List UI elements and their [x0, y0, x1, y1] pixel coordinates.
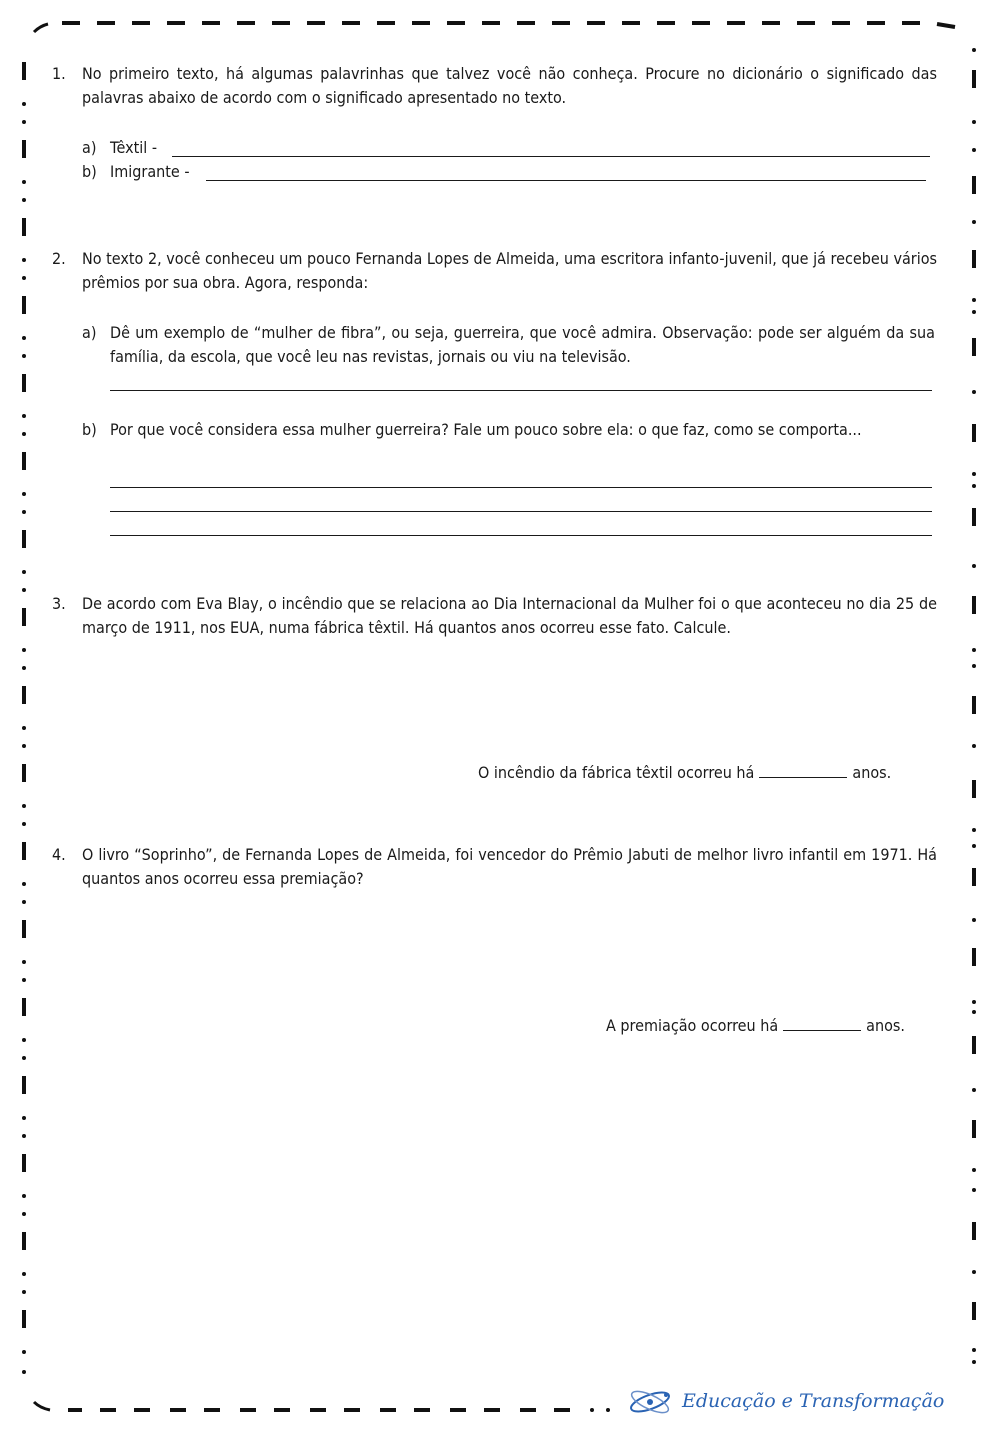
- item-label: Têxtil -: [110, 138, 158, 157]
- item-1a: [82, 137, 157, 159]
- question-3: [52, 592, 937, 640]
- answer-prefix: O incêndio da fábrica têxtil ocorreu há: [478, 763, 755, 782]
- answer-suffix: anos.: [866, 1016, 905, 1035]
- answer-blank[interactable]: [759, 761, 847, 778]
- question-number: 3.: [52, 594, 66, 613]
- question-text: O livro “Soprinho”, de Fernanda Lopes de Almeida, foi vencedor do Prêmio Jabuti de melhor livro infantil em 1971. Há quantos anos ocorreu essa premiação?: [82, 845, 937, 888]
- item-1b: [82, 161, 190, 183]
- item-2a: [82, 321, 935, 369]
- question-4: [52, 843, 937, 891]
- question-text: De acordo com Eva Blay, o incêndio que se relaciona ao Dia Internacional da Mulher foi o que aconteceu no dia 25 de março de 1911, nos EUA, numa fábrica têxtil. Há quantos anos ocorreu esse fato. Calcule.: [82, 594, 937, 637]
- answer-sentence-4: [606, 1014, 905, 1037]
- atom-orbit-icon: [626, 1384, 674, 1420]
- question-1: [52, 62, 937, 110]
- question-2: [52, 247, 937, 295]
- answer-line[interactable]: [206, 180, 926, 181]
- answer-sentence-3: [478, 761, 891, 784]
- question-text: No primeiro texto, há algumas palavrinhas que talvez você não conheça. Procure no dicionário o significado das palavras abaixo de acordo com o significado apresentado no texto.: [82, 64, 937, 107]
- item-text: Por que você considera essa mulher guerreira? Fale um pouco sobre ela: o que faz, como se comporta...: [110, 420, 862, 439]
- question-number: 2.: [52, 249, 66, 268]
- item-letter: b): [82, 420, 97, 439]
- question-text: No texto 2, você conheceu um pouco Fernanda Lopes de Almeida, uma escritora infanto-juvenil, que já recebeu vários prêmios por sua obra. Agora, responda:: [82, 249, 937, 292]
- item-text: Dê um exemplo de “mulher de fibra”, ou seja, guerreira, que você admira. Observação: pode ser alguém da sua família, da escola, que você leu nas revistas, jornais ou viu na televisão.: [110, 323, 935, 366]
- item-2b: [82, 418, 935, 442]
- answer-line[interactable]: [172, 156, 930, 157]
- answer-line[interactable]: [110, 487, 932, 488]
- item-letter: b): [82, 162, 97, 181]
- answer-prefix: A premiação ocorreu há: [606, 1016, 779, 1035]
- answer-line[interactable]: [110, 535, 932, 536]
- brand-name: Educação e Transformação: [682, 1390, 945, 1412]
- brand-logo: [626, 1382, 946, 1422]
- question-number: 1.: [52, 64, 66, 83]
- answer-blank[interactable]: [783, 1014, 861, 1031]
- answer-line[interactable]: [110, 511, 932, 512]
- item-letter: a): [82, 138, 97, 157]
- question-number: 4.: [52, 845, 66, 864]
- item-label: Imigrante -: [110, 162, 190, 181]
- answer-line[interactable]: [110, 390, 932, 391]
- answer-suffix: anos.: [852, 763, 892, 782]
- item-letter: a): [82, 323, 97, 342]
